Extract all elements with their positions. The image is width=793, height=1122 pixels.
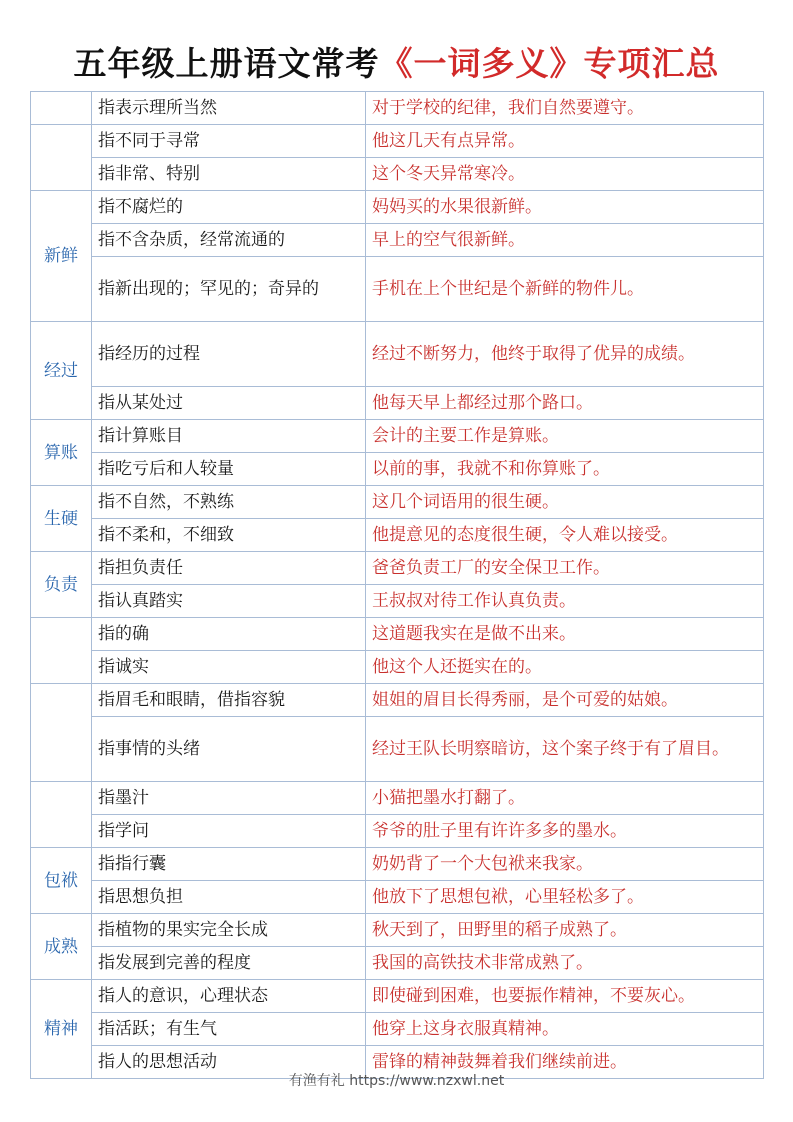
table-row (31, 125, 764, 158)
example-cell: 奶奶背了一个大包袱来我家。 (366, 848, 764, 881)
table-row (31, 158, 764, 191)
meaning-cell: 指发展到完善的程度 (92, 947, 366, 980)
example-cell: 他每天早上都经过那个路口。 (366, 387, 764, 420)
meaning-cell: 指计算账目 (92, 420, 366, 453)
example-cell: 他提意见的态度很生硬，令人难以接受。 (366, 519, 764, 552)
example-cell: 这几个词语用的很生硬。 (366, 486, 764, 519)
table-row (31, 420, 764, 453)
example-cell: 秋天到了，田野里的稻子成熟了。 (366, 914, 764, 947)
table-row (31, 486, 764, 519)
table-row (31, 322, 764, 387)
title-main: 五年级上册语文常考 (73, 44, 380, 83)
word-cell: 经过 (31, 322, 92, 420)
table-row (31, 782, 764, 815)
meaning-cell: 指活跃；有生气 (92, 1013, 366, 1046)
meaning-cell: 指从某处过 (92, 387, 366, 420)
table-row (31, 191, 764, 224)
example-cell: 王叔叔对待工作认真负责。 (366, 585, 764, 618)
table-row (31, 651, 764, 684)
table-row (31, 224, 764, 257)
page-title (0, 38, 793, 85)
meaning-cell: 指不柔和，不细致 (92, 519, 366, 552)
table-row (31, 717, 764, 782)
meaning-cell: 指眉毛和眼睛，借指容貌 (92, 684, 366, 717)
meaning-cell: 指表示理所当然 (92, 92, 366, 125)
example-cell: 这个冬天异常寒冷。 (366, 158, 764, 191)
table-row (31, 585, 764, 618)
word-cell (31, 92, 92, 125)
table-row (31, 92, 764, 125)
word-cell (31, 684, 92, 782)
meaning-cell: 指认真踏实 (92, 585, 366, 618)
meaning-cell: 指的确 (92, 618, 366, 651)
word-cell: 负责 (31, 552, 92, 618)
word-cell: 精神 (31, 980, 92, 1079)
word-cell: 生硬 (31, 486, 92, 552)
table-row (31, 618, 764, 651)
footer-link: 有渔有礼 https://www.nzxwl.net (288, 1073, 505, 1089)
table-body (31, 92, 764, 1079)
meaning-cell: 指不自然，不熟练 (92, 486, 366, 519)
example-cell: 他这几天有点异常。 (366, 125, 764, 158)
example-cell: 经过不断努力，他终于取得了优异的成绩。 (366, 322, 764, 387)
meaning-cell: 指人的思想活动 (92, 1046, 366, 1079)
meaning-cell: 指不腐烂的 (92, 191, 366, 224)
word-cell: 算账 (31, 420, 92, 486)
table-row (31, 387, 764, 420)
table-row (31, 947, 764, 980)
table-row (31, 684, 764, 717)
table-row (31, 257, 764, 322)
polysemy-table (30, 91, 764, 1079)
meaning-cell: 指担负责任 (92, 552, 366, 585)
meaning-cell: 指墨汁 (92, 782, 366, 815)
table-row (31, 552, 764, 585)
example-cell: 对于学校的纪律，我们自然要遵守。 (366, 92, 764, 125)
meaning-cell: 指不同于寻常 (92, 125, 366, 158)
meaning-cell: 指思想负担 (92, 881, 366, 914)
table-row (31, 453, 764, 486)
example-cell: 妈妈买的水果很新鲜。 (366, 191, 764, 224)
example-cell: 他放下了思想包袱，心里轻松多了。 (366, 881, 764, 914)
meaning-cell: 指学问 (92, 815, 366, 848)
meaning-cell: 指经历的过程 (92, 322, 366, 387)
table-row (31, 881, 764, 914)
example-cell: 姐姐的眉目长得秀丽，是个可爱的姑娘。 (366, 684, 764, 717)
table-row (31, 519, 764, 552)
example-cell: 爷爷的肚子里有许许多多的墨水。 (366, 815, 764, 848)
meaning-cell: 指人的意识，心理状态 (92, 980, 366, 1013)
example-cell: 爸爸负责工厂的安全保卫工作。 (366, 552, 764, 585)
meaning-cell: 指指行囊 (92, 848, 366, 881)
example-cell: 他穿上这身衣服真精神。 (366, 1013, 764, 1046)
example-cell: 手机在上个世纪是个新鲜的物件儿。 (366, 257, 764, 322)
example-cell: 经过王队长明察暗访，这个案子终于有了眉目。 (366, 717, 764, 782)
meaning-cell: 指不含杂质，经常流通的 (92, 224, 366, 257)
table-row (31, 848, 764, 881)
title-highlight: 《一词多义》专项汇总 (379, 44, 720, 83)
example-cell: 小猫把墨水打翻了。 (366, 782, 764, 815)
word-cell: 新鲜 (31, 191, 92, 322)
word-cell (31, 125, 92, 191)
word-cell (31, 782, 92, 848)
example-cell: 早上的空气很新鲜。 (366, 224, 764, 257)
word-cell: 成熟 (31, 914, 92, 980)
meaning-cell: 指诚实 (92, 651, 366, 684)
table-row (31, 815, 764, 848)
word-cell (31, 618, 92, 684)
meaning-cell: 指吃亏后和人较量 (92, 453, 366, 486)
meaning-cell: 指植物的果实完全长成 (92, 914, 366, 947)
example-cell: 这道题我实在是做不出来。 (366, 618, 764, 651)
example-cell: 即使碰到困难，也要振作精神，不要灰心。 (366, 980, 764, 1013)
table-row (31, 914, 764, 947)
meaning-cell: 指新出现的；罕见的；奇异的 (92, 257, 366, 322)
page-footer (0, 1070, 793, 1090)
example-cell: 会计的主要工作是算账。 (366, 420, 764, 453)
meaning-cell: 指非常、特别 (92, 158, 366, 191)
table-row (31, 1013, 764, 1046)
word-cell: 包袱 (31, 848, 92, 914)
meaning-cell: 指事情的头绪 (92, 717, 366, 782)
example-cell: 他这个人还挺实在的。 (366, 651, 764, 684)
example-cell: 以前的事，我就不和你算账了。 (366, 453, 764, 486)
table-row (31, 980, 764, 1013)
example-cell: 雷锋的精神鼓舞着我们继续前进。 (366, 1046, 764, 1079)
example-cell: 我国的高铁技术非常成熟了。 (366, 947, 764, 980)
